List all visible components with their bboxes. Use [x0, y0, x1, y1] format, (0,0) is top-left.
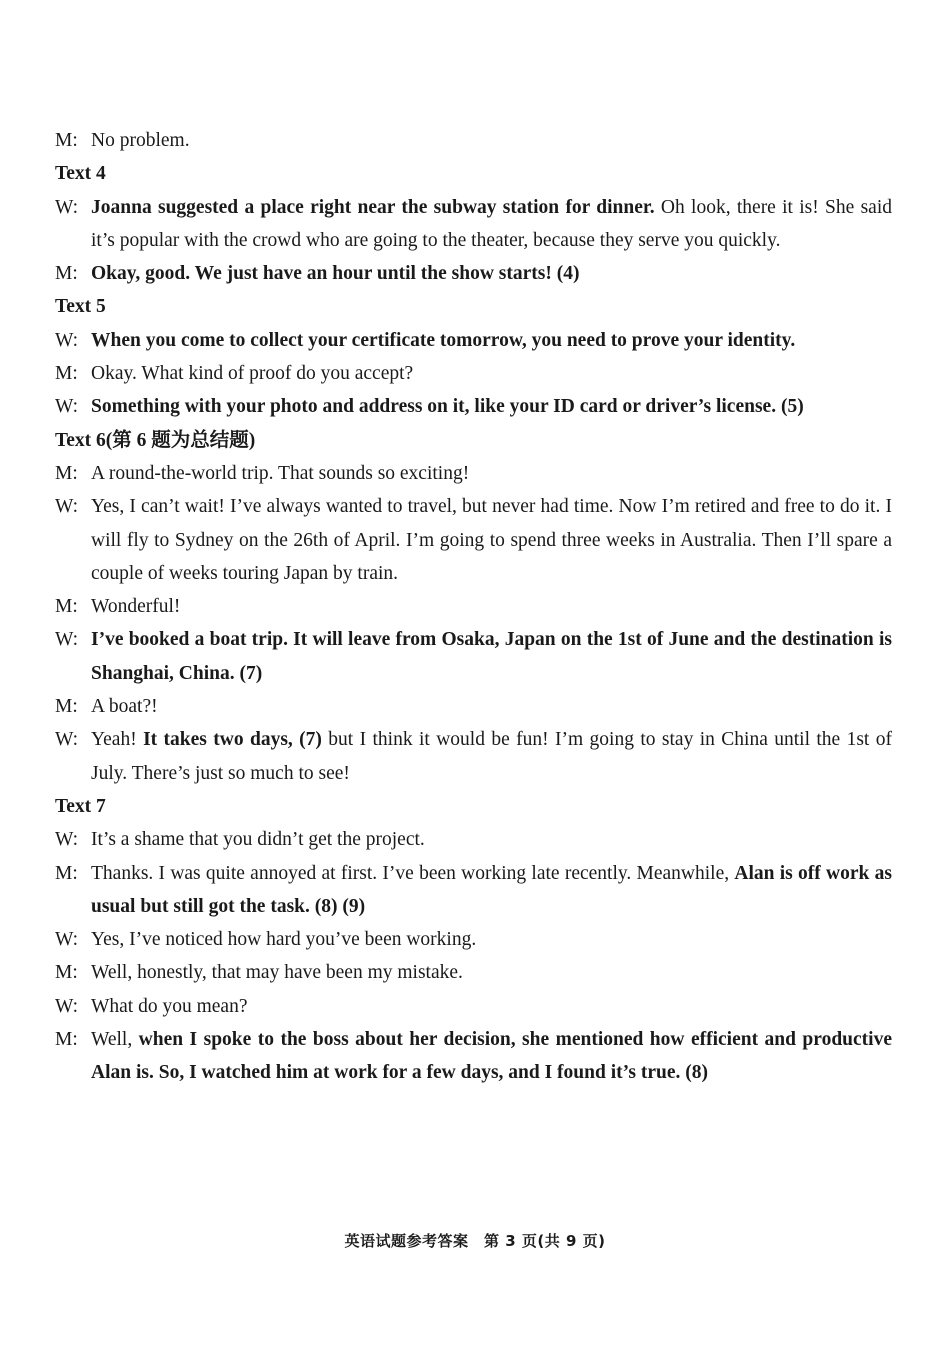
- utterance: [91, 857, 892, 924]
- dialogue-text: Oh look, there it is! She said it’s popular with the crowd who are going to the theater, because they serve you quickly.: [91, 196, 892, 251]
- speaker-label: W:: [55, 629, 79, 651]
- utterance: [91, 124, 892, 157]
- dialogue-turn: [55, 590, 892, 623]
- key-answer-text: Okay, good. We just have an hour until the show starts! (4): [91, 263, 580, 285]
- dialogue-turn: [55, 457, 892, 490]
- speaker-label: W:: [55, 396, 79, 418]
- dialogue-text: It’s a shame that you didn’t get the project.: [91, 829, 425, 851]
- speaker-label: W:: [55, 995, 79, 1017]
- page-footer: 英语试题参考答案 第 3 页(共 9 页): [344, 1232, 606, 1250]
- answer-key-transcript: [55, 124, 892, 1090]
- dialogue-turn: [55, 857, 892, 924]
- key-answer-text: Something with your photo and address on it, like your ID card or driver’s license. (5): [91, 396, 804, 418]
- utterance: [91, 823, 892, 856]
- utterance: [91, 923, 892, 956]
- speaker-label: M:: [55, 696, 78, 718]
- utterance: [91, 457, 892, 490]
- dialogue-turn: [55, 990, 892, 1023]
- speaker-label: M:: [55, 130, 78, 151]
- dialogue-text: A round-the-world trip. That sounds so exciting!: [91, 462, 470, 484]
- dialogue-turn: [55, 490, 892, 590]
- utterance: [91, 357, 892, 390]
- speaker-label: M:: [55, 962, 78, 984]
- utterance: [91, 257, 892, 290]
- dialogue-turn: [55, 191, 892, 258]
- dialogue-turn: [55, 923, 892, 956]
- speaker-label: M:: [55, 862, 78, 884]
- dialogue-turn: [55, 1023, 892, 1090]
- dialogue-turn: [55, 623, 892, 690]
- utterance: [91, 390, 892, 423]
- speaker-label: M:: [55, 1029, 78, 1051]
- key-answer-text: Alan is off work as usual but still got the task. (8) (9): [91, 862, 892, 917]
- speaker-label: M:: [55, 263, 78, 285]
- key-answer-text: when I spoke to the boss about her decision, she mentioned how efficient and productive Alan is. So, I watched him at work for a few days, and I found it’s true. (8): [91, 1029, 892, 1084]
- dialogue-text: Yes, I’ve noticed how hard you’ve been working.: [91, 929, 477, 951]
- dialogue-turn: [55, 324, 892, 357]
- speaker-label: M:: [55, 363, 78, 385]
- utterance: [91, 956, 892, 989]
- section-heading: Text 4: [55, 163, 106, 185]
- dialogue-text: Yes, I can’t wait! I’ve always wanted to travel, but never had time. Now I’m retired and free to do it. I will fly to Sydney on the 26th of April. I’m going to spend three weeks in Australia. Then I’ll spare a couple of weeks touring Japan by train.: [91, 496, 892, 584]
- dialogue-turn: [55, 690, 892, 723]
- dialogue-text: Well, honestly, that may have been my mistake.: [91, 962, 463, 984]
- speaker-label: W:: [55, 929, 79, 951]
- dialogue-turn: [55, 124, 892, 157]
- utterance: [91, 990, 892, 1023]
- key-answer-text: Joanna suggested a place right near the subway station for dinner.: [91, 196, 655, 218]
- dialogue-text: Okay. What kind of proof do you accept?: [91, 363, 414, 385]
- dialogue-turn: [55, 956, 892, 989]
- dialogue-text: A boat?!: [91, 696, 158, 718]
- section-heading: Text 7: [55, 795, 106, 817]
- utterance: [91, 623, 892, 690]
- section-heading: Text 6(第 6 题为总结题): [55, 429, 256, 451]
- dialogue-text: What do you mean?: [91, 995, 248, 1017]
- speaker-label: W:: [55, 196, 79, 218]
- utterance: [91, 191, 892, 258]
- dialogue-text: No problem.: [91, 130, 190, 151]
- key-answer-text: When you come to collect your certificate tomorrow, you need to prove your identity.: [91, 329, 796, 351]
- speaker-label: M:: [55, 462, 78, 484]
- speaker-label: W:: [55, 729, 79, 751]
- utterance: [91, 590, 892, 623]
- utterance: [91, 1023, 892, 1090]
- speaker-label: W:: [55, 496, 79, 518]
- dialogue-text: Yeah!: [91, 729, 144, 751]
- key-answer-text: I’ve booked a boat trip. It will leave from Osaka, Japan on the 1st of June and the destination is Shanghai, China. (7): [91, 629, 892, 684]
- utterance: [91, 690, 892, 723]
- utterance: [91, 490, 892, 590]
- speaker-label: W:: [55, 829, 79, 851]
- dialogue-text: but I think it would be fun! I’m going to stay in China until the 1st of July. There’s just so much to see!: [91, 729, 892, 784]
- speaker-label: W:: [55, 329, 79, 351]
- utterance: [91, 324, 892, 357]
- dialogue-turn: [55, 823, 892, 856]
- dialogue-text: Wonderful!: [91, 596, 181, 618]
- utterance: [91, 723, 892, 790]
- dialogue-text: Well,: [91, 1029, 139, 1051]
- dialogue-turn: [55, 357, 892, 390]
- key-answer-text: It takes two days, (7): [143, 729, 322, 751]
- dialogue-text: Thanks. I was quite annoyed at first. I’ve been working late recently. Meanwhile,: [91, 862, 735, 884]
- dialogue-turn: [55, 257, 892, 290]
- dialogue-turn: [55, 723, 892, 790]
- dialogue-turn: [55, 390, 892, 423]
- speaker-label: M:: [55, 596, 78, 618]
- section-heading: Text 5: [55, 296, 106, 318]
